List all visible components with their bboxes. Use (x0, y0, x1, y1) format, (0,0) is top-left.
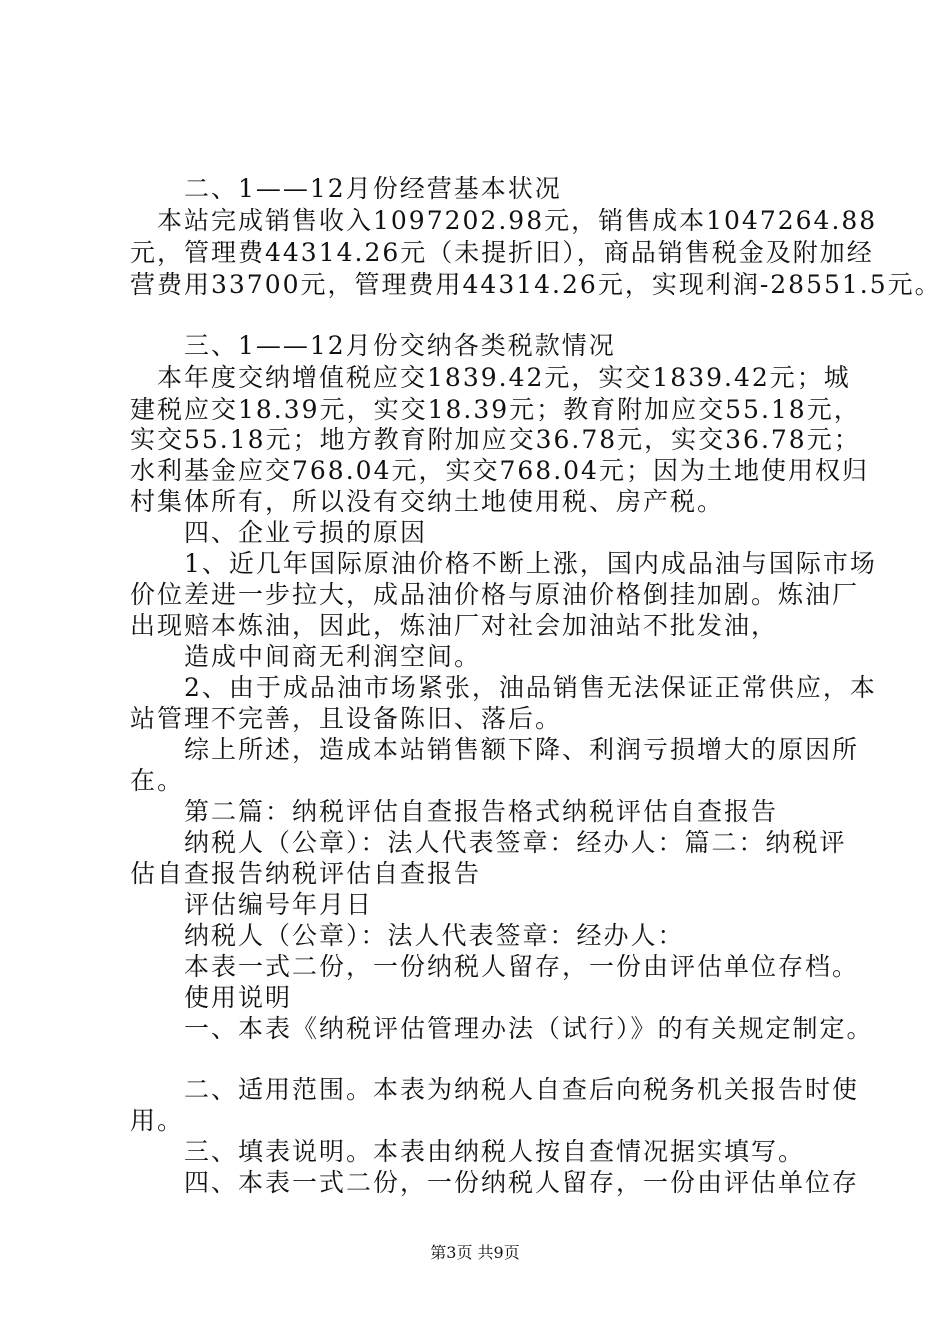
paragraph-line: 估自查报告纳税评估自查报告 (130, 859, 482, 888)
paragraph-line: 使用说明 (130, 983, 293, 1012)
paragraph-line: 本年度交纳增值税应交1839.42元，实交1839.42元；城 (130, 363, 851, 392)
section-heading: 第二篇：纳税评估自查报告格式纳税评估自查报告 (130, 797, 779, 826)
paragraph-line: 用。 (130, 1106, 185, 1135)
paragraph-line: 元，管理费44314.26元（未提折旧），商品销售税金及附加经 (130, 238, 874, 267)
paragraph-line: 造成中间商无利润空间。 (130, 642, 482, 671)
paragraph-line: 本表一式二份，一份纳税人留存，一份由评估单位存档。 (130, 952, 860, 981)
paragraph-line: 2、由于成品油市场紧张，油品销售无法保证正常供应，本 (130, 673, 877, 702)
paragraph-line: 建税应交18.39元，实交18.39元；教育附加应交55.18元， (130, 395, 861, 424)
paragraph-line: 四、本表一式二份，一份纳税人留存，一份由评估单位存 (130, 1168, 860, 1197)
paragraph-line: 1、近几年国际原油价格不断上涨，国内成品油与国际市场 (130, 549, 877, 578)
page-number-footer: 第3页 共9页 (430, 1243, 520, 1262)
paragraph-line: 三、填表说明。本表由纳税人按自查情况据实填写。 (130, 1137, 806, 1166)
section-heading: 三、1——12月份交纳各类税款情况 (130, 331, 616, 360)
paragraph-line: 一、本表《纳税评估管理办法（试行）》的有关规定制定。 (130, 1014, 874, 1043)
paragraph-line: 在。 (130, 766, 185, 795)
section-heading: 二、1——12月份经营基本状况 (130, 174, 562, 203)
paragraph-line: 营费用33700元，管理费用44314.26元，实现利润-28551.5元。 (130, 270, 942, 299)
paragraph-line: 村集体所有，所以没有交纳土地使用税、房产税。 (130, 487, 725, 516)
section-heading: 四、企业亏损的原因 (130, 518, 428, 547)
paragraph-line: 纳税人（公章）：法人代表签章：经办人：篇二：纳税评 (130, 828, 847, 857)
paragraph-line: 二、适用范围。本表为纳税人自查后向税务机关报告时使 (130, 1075, 860, 1104)
paragraph-line: 价位差进一步拉大，成品油价格与原油价格倒挂加剧。炼油厂 (130, 580, 860, 609)
paragraph-line: 站管理不完善，且设备陈旧、落后。 (130, 704, 563, 733)
paragraph-line: 评估编号年月日 (130, 890, 374, 919)
paragraph-line: 本站完成销售收入1097202.98元，销售成本1047264.88 (130, 206, 878, 235)
paragraph-line: 出现赔本炼油，因此，炼油厂对社会加油站不批发油， (130, 611, 779, 640)
paragraph-line: 综上所述，造成本站销售额下降、利润亏损增大的原因所 (130, 735, 860, 764)
paragraph-line: 实交55.18元；地方教育附加应交36.78元，实交36.78元； (130, 425, 861, 454)
paragraph-line: 纳税人（公章）：法人代表签章：经办人： (130, 921, 685, 950)
paragraph-line: 水利基金应交768.04元，实交768.04元；因为土地使用权归 (130, 456, 869, 485)
